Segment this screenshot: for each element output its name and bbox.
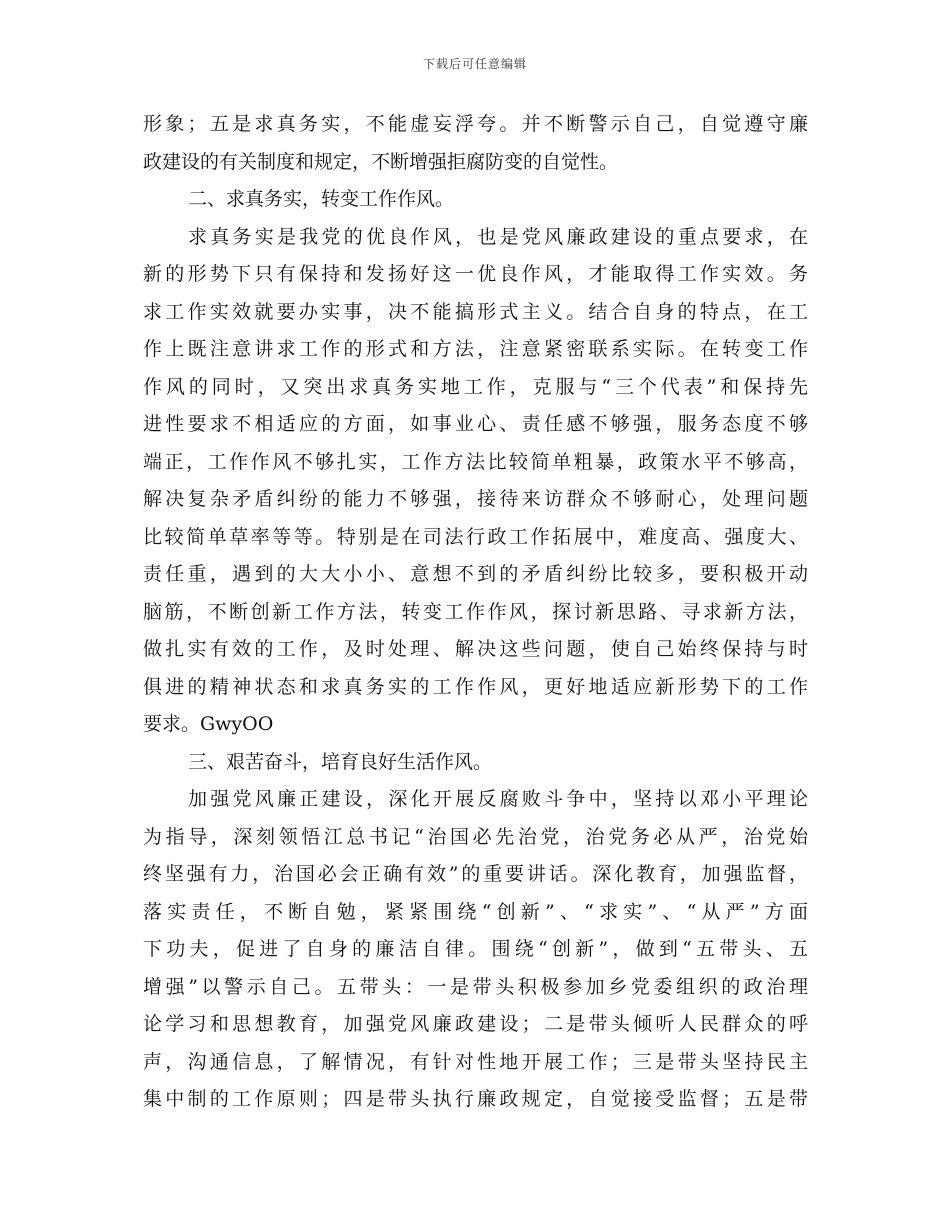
text-line: 落实责任，不断自勉，紧紧围绕“创新”、“求实”、“从严”方面 [143,900,808,923]
page-header: 下载后可任意编辑 [422,57,527,71]
text-line: 增强”以警示自己。五带头：一是带头积极参加乡党委组织的政治理 [143,975,808,998]
text-line: 求真务实是我党的优良作风，也是党风廉政建设的重点要求，在 [188,225,808,248]
text-line: 要求。GwyOO [143,713,274,735]
text-line: 做扎实有效的工作，及时处理、解决这些问题，使自己始终保持与时 [143,638,808,660]
text-line: 进性要求不相适应的方面，如事业心、责任感不够强，服务态度不够 [143,413,808,435]
text-line: 作风的同时，又突出求真务实地工作，克服与“三个代表”和保持先 [143,375,808,398]
text-line: 形象；五是求真务实，不能虚妄浮夸。并不断警示自己，自觉遵守廉 [143,113,808,135]
text-line: 解决复杂矛盾纠纷的能力不够强，接待来访群众不够耐心，处理问题 [143,488,808,510]
text-line: 作上既注意讲求工作的形式和方法，注意紧密联系实际。在转变工作 [143,338,808,360]
text-line: 集中制的工作原则；四是带头执行廉政规定，自觉接受监督；五是带 [143,1088,808,1110]
text-line: 下功夫，促进了自身的廉洁自律。围绕“创新”，做到“五带头、五 [143,938,808,960]
text-line: 端正，工作作风不够扎实，工作方法比较简单粗暴，政策水平不够高， [143,450,808,473]
text-line: 二、求真务实，转变工作作风。 [188,188,455,210]
text-line: 新的形势下只有保持和发扬好这一优良作风，才能取得工作实效。务 [143,263,808,285]
text-line: 脑筋，不断创新工作方法，转变工作作风，探讨新思路、寻求新方法， [143,600,808,623]
text-line: 加强党风廉正建设，深化开展反腐败斗争中，坚持以邓小平理论 [188,788,808,810]
text-line: 三、艰苦奋斗，培育良好生活作风。 [188,750,493,773]
document-body [143,106,808,1119]
text-line: 比较简单草率等等。特别是在司法行政工作拓展中，难度高、强度大、 [143,525,808,548]
text-line: 为指导，深刻领悟江总书记“治国必先治党，治党务必从严，治党始 [143,825,808,848]
text-line: 论学习和思想教育，加强党风廉政建设；二是带头倾听人民群众的呼 [143,1013,808,1035]
text-line: 责任重，遇到的大大小小、意想不到的矛盾纠纷比较多，要积极开动 [143,563,808,585]
text-line: 俱进的精神状态和求真务实的工作作风，更好地适应新形势下的工作 [143,675,808,698]
text-line: 声，沟通信息，了解情况，有针对性地开展工作；三是带头坚持民主 [143,1050,808,1073]
text-line: 求工作实效就要办实事，决不能搞形式主义。结合自身的特点，在工 [143,300,808,323]
text-line: 政建设的有关制度和规定，不断增强拒腐防变的自觉性。 [143,150,619,173]
text-line: 终坚强有力，治国必会正确有效”的重要讲话。深化教育，加强监督， [143,863,808,885]
